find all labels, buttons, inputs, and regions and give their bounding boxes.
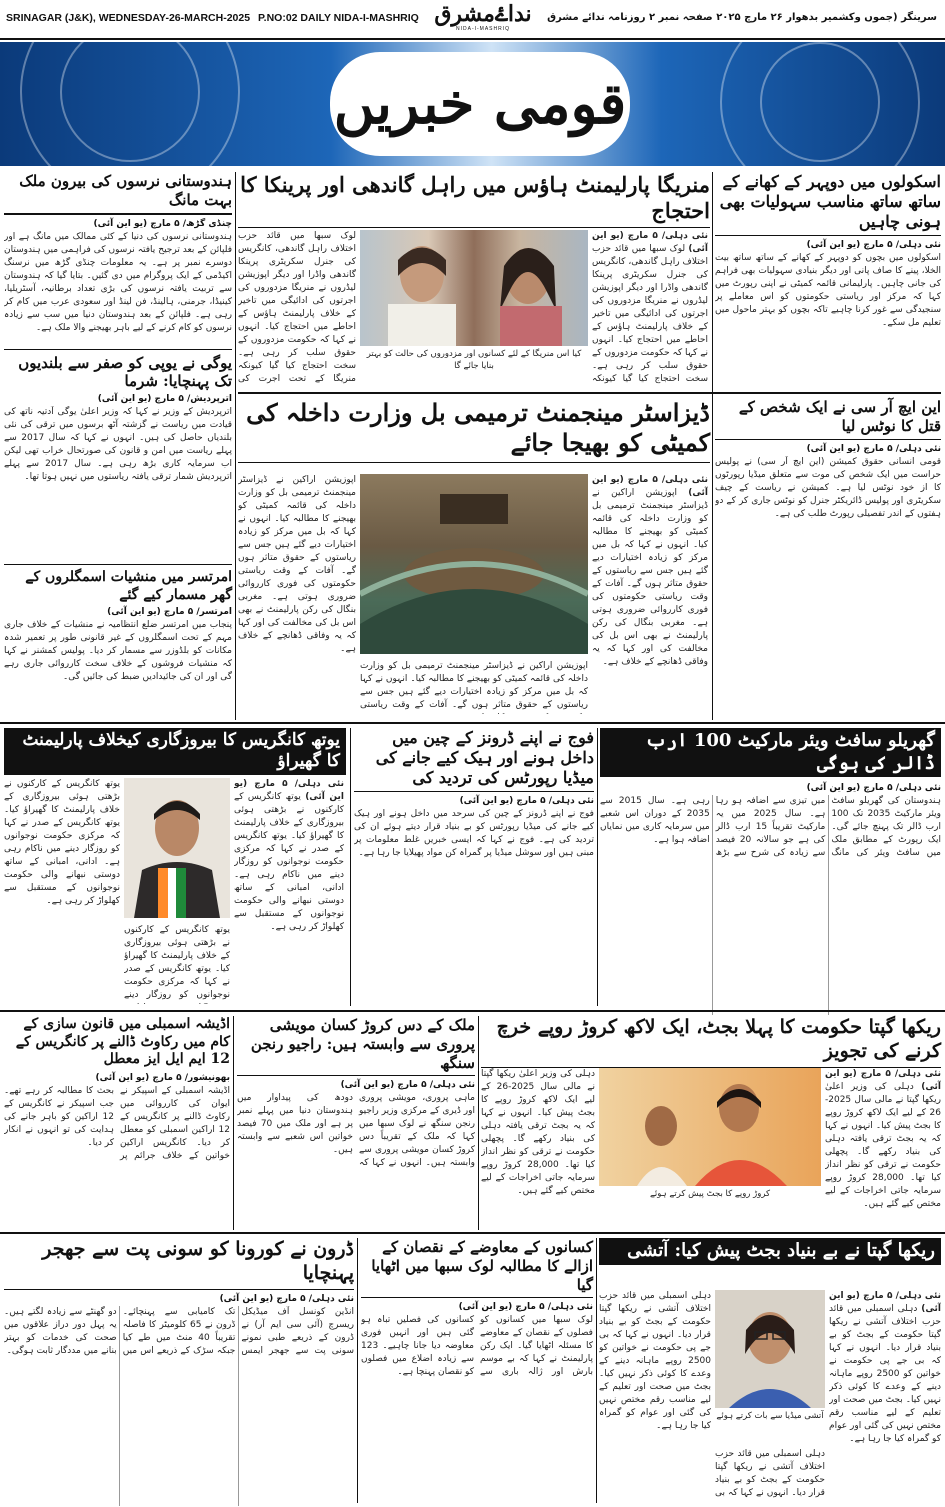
row-rule	[0, 722, 945, 724]
article-headline: یوتھ کانگریس کا بیروزگاری کیخلاف پارلیمنٹ کا گھیراؤ	[4, 728, 346, 775]
article-farmers10cr	[237, 1016, 475, 1230]
article-dateline: نئی دہلی/ ۵ مارچ (یو این آئی)	[592, 475, 708, 498]
article-dateline: نئی دہلی/ ۵ مارچ (یو این آئی)	[825, 1069, 941, 1092]
left-column	[4, 172, 232, 720]
column-rule	[596, 1238, 597, 1503]
article-odisha	[4, 1016, 230, 1230]
article-headline: فوج نے اپنے ڈرونز کے چین میں داخل ہونے اور ہیک کیے جانے کی میڈیا رپورٹس کی تردید کی	[354, 728, 594, 792]
article-body	[234, 778, 344, 1004]
photo-caption: کیا اس منریگا کے لئے کسانوں اور مزدوروں کی حالت کو بہتر بنایا جائے گا	[366, 349, 582, 371]
article-mgnrega	[238, 172, 710, 390]
article-body: لوک سبھا میں کسانوں کو فصلوں کے نقصان کے معاوضے کا مسئلہ اٹھایا گیا۔ ایک رکن پارلیمنٹ نے کہا کہ بے موسم بارش اور ژالہ باری سے کسانوں کی فصلیں تباہ ہو گئی ہیں اور انہیں فوری معاوضہ دیا جانا چاہیے۔ 123 سے زیادہ اضلاع میں فصلوں کو نقصان پہنچا ہے۔	[361, 1315, 593, 1378]
article-body-text: یوتھ کانگریس کے کارکنوں نے بڑھتی ہوئی بیروزگاری کے خلاف پارلیمنٹ کا گھیراؤ کیا۔ یوتھ کانگریس کے صدر نے کہا کہ مرکزی حکومت نوجوانوں کو روزگار دینے میں ناکام رہی ہے۔ ادانی، امبانی کے ساتھ دوستی نبھانے والی حکومت نوجوانوں کے مستقبل سے کھلواڑ کر رہی ہے۔	[234, 792, 344, 932]
article-body-text: دہلی کی وزیر اعلیٰ ریکھا گپتا نے مالی سال 2025-26 کے لیے ایک لاکھ کروڑ روپے کا بجٹ پیش کیا۔ انہوں نے کہا کہ یہ بجٹ ترقی یافتہ دہلی کی بنیاد رکھے گا۔ پچھلی حکومت نے ترقی کو نظر انداز کیا تھا۔ 28,000 کروڑ روپے سرمایہ جاتی اخراجات کے لیے مختص کیے گئے ہیں۔	[825, 1082, 941, 1209]
article-body-continued: یوتھ کانگریس کے کارکنوں نے بڑھتی ہوئی بیروزگاری کے خلاف پارلیمنٹ کا گھیراؤ کیا۔ یوتھ کانگریس کے صدر نے کہا کہ مرکزی حکومت نوجوانوں کو روزگار دینے	[124, 925, 230, 1000]
article-body: اترپردیش کے وزیر نے کہا کہ وزیر اعلیٰ یوگی آدتیہ ناتھ کی قیادت میں ریاست نے گزشتہ آٹھ برسوں میں ترقی کی نئی بلندیاں حاصل کی ہیں۔ انہوں نے کہا کہ سال 2017 سے پہلے ریاست میں امن و قانون کی صورتحال خراب تھی لیکن اب سرمایہ کاری بڑھ رہی ہے۔ سال 2017 سے پہلے اترپردیش شمار ترقی یافتہ ریاستوں میں نہیں ہوتا تھا۔	[4, 407, 232, 482]
article-body-continued: دہلی اسمبلی میں قائد حزب اختلاف آتشی نے ریکھا گپتا حکومت کے بجٹ کو بے بنیاد قرار دیا۔ انہوں نے کہا کہ بی جے پی حکومت نے خواتین کو 2500 روپے ماہانہ دینے کے وعدے کا کوئی ذکر نہیں کیا۔ بجٹ میں صحت اور تعلیم کے لیے مناسب رقم مختص نہیں کی گئی اور عوام کو گمراہ کیا جا رہا ہے۔	[599, 1291, 711, 1431]
article-headline: امرتسر میں منشیات اسمگلروں کے گھر مسمار کیے گئے	[4, 564, 232, 604]
article-dateline: نئی دہلی/ ۵ مارچ (یو این آئی)	[829, 1291, 941, 1314]
banner-title: قومی خبریں	[330, 52, 630, 156]
article-dateline: امرتسر/ ۵ مارچ (یو این آئی)	[107, 607, 232, 617]
budget-photo-image	[599, 1068, 821, 1186]
article-dateline: نئی دہلی/ ۵ مارچ (یو این آئی)	[340, 1080, 475, 1091]
article-dateline: اترپردیش/ ۵ مارچ (یو این آئی)	[97, 394, 232, 404]
article-body-continued: لوک سبھا میں قائد حزب اختلاف راہل گاندھی، کانگریس کی جنرل سکریٹری پرینکا گاندھی واڈرا اور دیگر اپوزیشن لیڈروں نے منریگا مزدوروں کی اجرتوں کی ادائیگی میں تاخیر کے خلاف پارلیمنٹ ہاؤس کے احاطے میں احتجاج کیا۔ انہوں نے کہا کہ حکومت مزدوروں کے حقوق سلب کر رہی ہے۔ سخت احتجاج کیا گیا کیونکہ منریگا کے تحت اجرت کی	[238, 231, 356, 384]
article-headline: ریکھا گپتا نے بے بنیاد بجٹ پیش کیا: آتشی	[599, 1238, 941, 1265]
article-body: پنجاب میں امرتسر ضلع انتظامیہ نے منشیات کے خلاف جاری مہم کے تحت اسمگلروں کے غیر قانونی طور پر تعمیر شدہ مکانات کو بلڈوزر سے مسمار کر دیا۔ پولیس کمشنر نے کہا کہ منشیات فروشوں کے خلاف سخت کارروائی جاری رہے گی اور ان کی جائیدادیں ضبط کی جائیں گی۔	[4, 620, 232, 682]
article-dateline: چنڈی گڑھ/ ۵ مارچ (یو این آئی)	[93, 218, 232, 229]
row-rule	[0, 1010, 945, 1012]
article-body	[825, 1068, 941, 1226]
article-rekha-budget	[481, 1016, 941, 1230]
article-body	[592, 474, 708, 714]
column-rule	[357, 1238, 358, 1503]
article-software	[600, 728, 941, 1006]
row-rule	[0, 1232, 945, 1234]
article-schools	[715, 172, 941, 390]
logo-sub: NIDA-I-MASHRIQ	[456, 26, 510, 32]
logo-urdu: نداۓمشرق	[434, 1, 532, 27]
article-body: قومی انسانی حقوق کمیشن (این ایچ آر سی) نے پولیس حراست میں ایک شخص کی موت سے متعلق میڈیا رپورٹوں کا از خود نوٹس لیا ہے۔ کمیشن نے ریاست کے چیف سکریٹری اور پولیس ڈائریکٹر جنرل کو نوٹس جاری کر کے دو ہفتوں کے اندر تفصیلی رپورٹ طلب کی ہے۔	[715, 456, 941, 519]
article-dateline: نئی دہلی/ ۵ مارچ (یو این آئی)	[234, 779, 344, 802]
masthead-page-no: P.NO:02 DAILY NIDA-I-MASHRIQ	[258, 12, 419, 24]
article-body: فوج نے اپنے ڈرونز کے چین کی سرحد میں داخل ہونے اور ہیک کیے جانے کی میڈیا رپورٹس کو بے بنیاد قرار دیتے ہوئے ان کی تردید کی ہے۔ فوج نے کہا کہ ایسی خبریں غلط معلومات پر مبنی ہیں اور سوشل میڈیا پر گمراہ کن مواد پھیلایا جا رہا ہے۔	[354, 809, 594, 858]
article-body: اڈیشہ اسمبلی کے اسپیکر نے ایوان کی کارروائی میں رکاوٹ ڈالنے پر کانگریس کے 12 اراکین اسمبلی کو معطل کر دیا۔ کانگریس اراکین خواتین کے خلاف جرائم پر بحث کا مطالبہ کر رہے تھے۔ جب اسپیکر نے کانگریس کے 12 اراکین کو باہر جانے کی ہدایت کی تو انہوں نے انکار کر دیا۔	[4, 1085, 230, 1161]
article-headline: گھریلو سافٹ ویئر مارکیٹ 100 ارب ڈالر کی ہوگی	[600, 728, 941, 777]
article-body: ہندوستان کی گھریلو سافٹ ویئر مارکیٹ 2035 تک 100 ارب ڈالر تک پہنچ جائے گی۔ ایک رپورٹ کے مطابق ملک میں سافٹ ویئر کی مانگ میں تیزی سے اضافہ ہو رہا ہے۔ سال 2025 میں یہ مارکیٹ تقریباً 15 ارب ڈالر کی ہے جو سالانہ 20 فیصد سے زیادہ کی شرح سے بڑھ رہی ہے۔ سال 2015 سے 2035 کے دوران اس شعبے میں سرمایہ کاری میں نمایاں اضافہ ہوا ہے۔	[600, 796, 941, 858]
article-disaster	[238, 398, 710, 720]
leader-photo	[124, 778, 230, 918]
article-body-text: دہلی اسمبلی میں قائد حزب اختلاف آتشی نے ریکھا گپتا حکومت کے بجٹ کو بے بنیاد قرار دیا۔ انہوں نے کہا کہ بی جے پی حکومت نے خواتین کو 2500 روپے ماہانہ دینے کے وعدے کا کوئی ذکر نہیں کیا۔ بجٹ میں صحت اور تعلیم کے لیے مناسب رقم مختص نہیں کی گئی اور عوام کو گمراہ کیا جا رہا ہے۔	[829, 1304, 941, 1444]
atishi-photo	[715, 1290, 825, 1408]
budget-photo	[599, 1068, 821, 1186]
article-body	[592, 230, 708, 386]
article-dateline: نئی دہلی/ ۵ مارچ (یو این آئی)	[806, 240, 941, 250]
protest-photo-image	[360, 230, 588, 346]
section-banner	[0, 42, 945, 166]
row-rule	[238, 392, 941, 394]
article-body-text: اپوزیشن اراکین نے ڈیزاسٹر مینجمنٹ ترمیمی بل کو وزارت داخلہ کی قائمہ کمیٹی کو بھیجنے کا مطالبہ کیا۔ انہوں نے کہا کہ بل میں مرکز کو زیادہ اختیارات دیے گئے ہیں جس سے ریاستوں کے حقوق متاثر ہوں گے۔ آفات کے وقت ریاستی حکومتوں کی فوری کارروائی ضروری ہوتی ہے۔ مغربی بنگال کی رکن پارلیمنٹ نے بھی اس بل کی مخالفت کی اور کہا کہ یہ وفاقی ڈھانچے کے خلاف ہے۔	[592, 488, 708, 667]
article-dateline: نئی دہلی/ ۵ مارچ (یو این آئی)	[219, 1293, 354, 1304]
article-body-continued: دہلی کی وزیر اعلیٰ ریکھا گپتا نے مالی سال 2025-26 کے لیے ایک لاکھ کروڑ روپے کا بجٹ پیش کیا۔ انہوں نے کہا کہ یہ بجٹ ترقی یافتہ دہلی کی بنیاد رکھے گا۔ پچھلی حکومت نے ترقی کو نظر انداز کیا تھا۔ 28,000 کروڑ روپے سرمایہ جاتی اخراجات کے لیے مختص کیے گئے ہیں۔	[481, 1069, 595, 1196]
column-rule	[597, 728, 598, 1006]
protest-photo	[360, 230, 588, 346]
article-body-continued: یوتھ کانگریس کے کارکنوں نے بڑھتی ہوئی بیروزگاری کے خلاف پارلیمنٹ کا گھیراؤ کیا۔ یوتھ کانگریس کے صدر نے کہا کہ مرکزی حکومت نوجوانوں کو روزگار دینے میں ناکام رہی ہے۔ ادانی، امبانی کے ساتھ دوستی نبھانے والی حکومت نوجوانوں کے مستقبل سے کھلواڑ کر رہی ہے۔	[4, 779, 120, 906]
column-rule	[350, 728, 351, 1006]
atishi-photo-image	[715, 1290, 825, 1408]
column-rule	[233, 1016, 234, 1230]
photo-caption: آتشی میڈیا سے بات کرتے ہوئے	[716, 1411, 824, 1421]
article-dateline: بھونیشور/ ۵ مارچ (یو این آئی)	[95, 1072, 230, 1083]
banner-decor-circle	[760, 42, 880, 162]
article-dateline: نئی دہلی/ ۵ مارچ (یو این آئی)	[806, 443, 941, 454]
column-rule	[712, 172, 713, 720]
article-headline: ڈیزاسٹر مینجمنٹ ترمیمی بل وزارت داخلہ کی کمیٹی کو بھیجا جائے	[238, 398, 710, 463]
article-body: ہندوستانی نرسوں کی دنیا کے کئی ممالک میں مانگ ہے اور فلپائن کے بعد ترجیح یافتہ نرسوں کی فراہمی میں ہندوستان دوسرے نمبر پر ہے۔ یہ معلومات چنڈی گڑھ میں نرسنگ اکیڈمی کے ایک پروگرام میں دی گئیں۔ بتایا گیا کہ ہندوستان سے تربیت یافتہ نرسوں کی بڑی تعداد برطانیہ، آسٹریلیا، کینیڈا، جرمنی، ہالینڈ، فن لینڈ اور سعودی عرب میں کام کر رہی ہے۔ فلپائن کے بعد ہندوستان دنیا میں سب سے زیادہ نرسوں کو کام کرنے کے لیے باہر بھیجنے والا ملک ہے۔	[4, 231, 232, 333]
masthead-strip	[0, 0, 945, 40]
article-body: اسکولوں میں بچوں کو دوپہر کے کھانے کے ساتھ ساتھ بیت الخلا، پینے کا صاف پانی اور دیگر بنیادی سہولیات بھی فراہم کی جانی چاہیں۔ پارلیمانی قائمہ کمیٹی نے اپنی رپورٹ میں کہا کہ مرکز اور ریاستی حکومتوں کو اس معاملے پر سنجیدگی سے غور کرنا چاہیے تاکہ بچوں کو بہتر ماحول میں تعلیم مل سکے۔	[715, 253, 941, 328]
parliament-photo-image	[360, 474, 588, 654]
article-headline: کسانوں کے معاوضے کے نقصان کے ازالے کا مطالبہ لوک سبھا میں اٹھایا گیا	[361, 1238, 593, 1298]
article-body-continued: اپوزیشن اراکین نے ڈیزاسٹر مینجمنٹ ترمیمی بل کو وزارت داخلہ کی قائمہ کمیٹی کو بھیجنے کا مطالبہ کیا۔ انہوں نے کہا کہ بل میں مرکز کو زیادہ اختیارات دیے گئے ہیں جس سے ریاستوں کے حقوق متاثر ہوں گے۔ آفات کے وقت ریاستی حکومتوں کی فوری کارروائی ضروری ہوتی ہے۔ مغربی بنگال کی رکن پارلیمنٹ نے بھی اس بل کی مخالفت کی اور کہا کہ یہ وفاقی ڈھانچے کے خلاف ہے۔	[238, 475, 356, 654]
parliament-photo	[360, 474, 588, 654]
article-body-continued: دہلی اسمبلی میں قائد حزب اختلاف آتشی نے ریکھا گپتا حکومت کے بجٹ کو بے بنیاد قرار دیا۔ انہوں نے کہا کہ بی	[715, 1449, 825, 1498]
article-youth	[4, 728, 346, 1006]
article-body-text: لوک سبھا میں قائد حزب اختلاف راہل گاندھی، کانگریس کی جنرل سکریٹری پرینکا گاندھی واڈرا اور دیگر اپوزیشن لیڈروں نے منریگا مزدوروں کی اجرتوں کی ادائیگی میں تاخیر کے خلاف پارلیمنٹ ہاؤس کے احاطے میں احتجاج کیا۔ انہوں نے کہا کہ حکومت مزدوروں کے حقوق سلب کر رہی ہے۔ سخت احتجاج کیا گیا کیونکہ	[592, 244, 708, 384]
article-dateline: نئی دہلی/ ۵ مارچ (یو این آئی)	[806, 783, 941, 793]
article-body	[829, 1290, 941, 1500]
column-rule	[478, 1016, 479, 1230]
article-headline: ریکھا گپتا حکومت کا پہلا بجٹ، ایک لاکھ کروڑ روپے خرچ کرنے کی تجویز	[481, 1016, 941, 1068]
article-headline: ہندوستانی نرسوں کی بیرون ملک بہت مانگ	[4, 172, 232, 215]
newspaper-logo	[428, 2, 538, 38]
article-headline: این ایچ آر سی نے ایک شخص کے قتل کا نوٹس لیا	[715, 398, 941, 440]
article-headline: ڈرون نے کورونا کو سونی پت سے جھجر پہنچایا	[4, 1238, 354, 1290]
article-atishi	[599, 1238, 941, 1503]
article-compensation	[361, 1238, 593, 1503]
column-rule	[235, 172, 236, 720]
article-nhrc	[715, 398, 941, 720]
photo-caption: کروڑ روپے کا بجٹ پیش کرتے ہوئے	[649, 1189, 771, 1199]
article-body: انڈین کونسل آف میڈیکل ریسرچ (آئی سی ایم آر) نے ڈرون کے ذریعے طبی نمونے سونی پت سے جھجر ایمس تک کامیابی سے پہنچائے۔ ڈرون نے 65 کلومیٹر کا فاصلہ تقریباً 40 منٹ میں طے کیا جبکہ سڑک کے ذریعے اس میں دو گھنٹے سے زیادہ لگتے ہیں۔ یہ پہل دور دراز علاقوں میں صحت کی خدمات کو بہتر بنانے میں مددگار ثابت ہوگی۔	[4, 1306, 354, 1356]
article-headline: ملک کے دس کروڑ کسان مویشی پروری سے وابستہ ہیں: راجیو رنجن سنگھ	[237, 1016, 475, 1076]
article-headline: یوگی نے یوپی کو صفر سے بلندیوں تک پہنچایا: شرما	[4, 349, 232, 392]
article-body-continued: اپوزیشن اراکین نے ڈیزاسٹر مینجمنٹ ترمیمی بل کو وزارت داخلہ کی قائمہ کمیٹی کو بھیجنے کا مطالبہ کیا۔ انہوں نے کہا کہ بل میں مرکز کو زیادہ اختیارات دیے گئے ہیں جس سے ریاستوں کے حقوق متاثر ہوں گے۔ آفات کے وقت ریاستی	[360, 661, 588, 710]
leader-photo-image	[124, 778, 230, 918]
article-dateline: نئی دہلی/ ۵ مارچ (یو این آئی)	[592, 231, 708, 254]
article-headline: اڈیشہ اسمبلی میں قانون سازی کے کام میں رکاوٹ ڈالنے پر کانگریس کے 12 ایم ایل ایز معطل	[15, 1016, 230, 1067]
article-army	[354, 728, 594, 1006]
masthead-date-right: سرینگر (جموں وکشمیر بدھوار ۲۶ مارچ ۲۰۲۵ صفحہ نمبر ۲ روزنامہ ندائے مشرق	[547, 12, 937, 23]
masthead-date-left: SRINAGAR (J&K), WEDNESDAY-26-MARCH-2025	[6, 12, 251, 24]
article-drone	[4, 1238, 354, 1503]
article-dateline: نئی دہلی/ ۵ مارچ (یو این آئی)	[459, 796, 594, 806]
article-dateline: نئی دہلی/ ۵ مارچ (یو این آئی)	[458, 1302, 593, 1313]
article-headline: اسکولوں میں دوپہر کے کھانے کے ساتھ ساتھ مناسب سہولیات بھی ہونی چاہیں	[715, 172, 941, 236]
article-body: ماہی پروری، مویشی پروری اور ڈیری کے مرکزی وزیر راجیو رنجن سنگھ نے لوک سبھا میں کہا کہ ملک کے تقریباً دس کروڑ کسان مویشی پروری سے وابستہ ہیں۔ انہوں نے کہا کہ دودھ کی پیداوار میں ہندوستان دنیا میں پہلے نمبر پر ہے اور ملک میں 70 فیصد خواتین اس شعبے سے وابستہ ہیں۔	[237, 1093, 475, 1169]
article-headline: منریگا پارلیمنٹ ہاؤس میں راہل گاندھی اور پرینکا کا احتجاج	[238, 172, 710, 228]
